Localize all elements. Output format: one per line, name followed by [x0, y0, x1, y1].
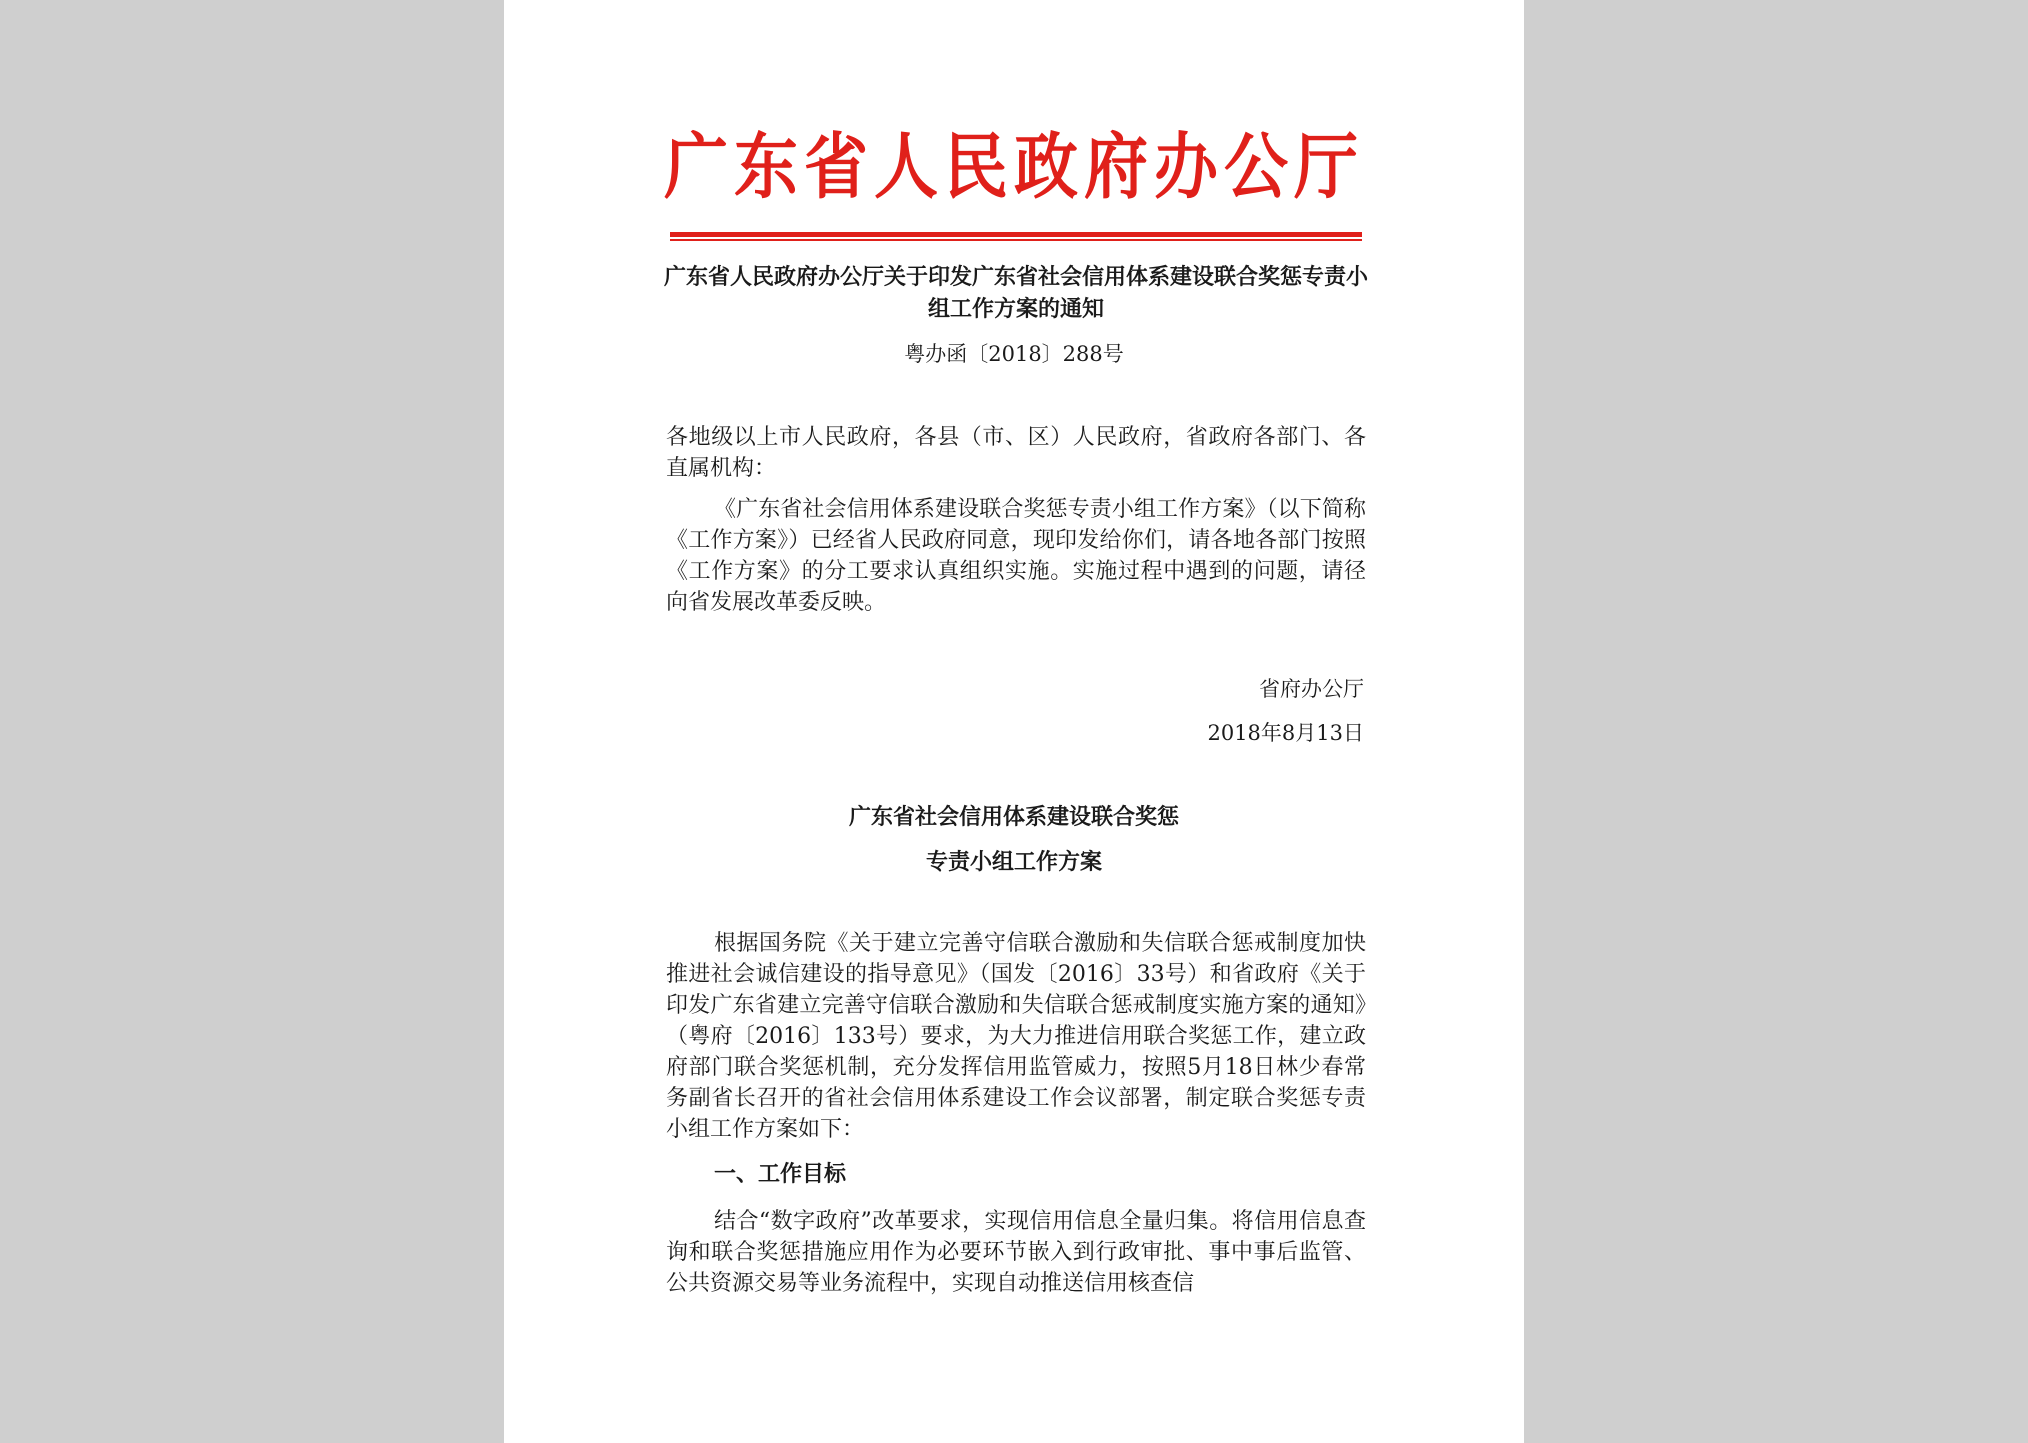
document-number: 粤办函〔2018〕288号 [904, 342, 1124, 366]
red-rule-thin [670, 239, 1362, 241]
addressee-text: 各地级以上市人民政府，各县（市、区）人民政府，省政府各部门、各直属机构： [666, 425, 1366, 481]
notice-body [666, 494, 1366, 618]
plan-intro-text: 根据国务院《关于建立完善守信联合激励和失信联合惩戒制度加快推进社会诚信建设的指导意见》（国发〔2016〕33号）和省政府《关于印发广东省建立完善守信联合激励和失信联合惩戒制度实施方案的通知》（粤府〔2016〕133号）要求，为大力推进信用联合奖惩工作，建立政府部门联合奖惩机制，充分发挥信用监管威力，按照5月18日林少春常务副省长召开的省社会信用体系建设工作会议部署，制定联合奖惩专责小组工作方案如下： [666, 931, 1366, 1142]
plan-title-line-1: 广东省社会信用体系建设联合奖惩 [848, 805, 1179, 830]
plan-intro [666, 928, 1366, 1145]
section-goals-text: 结合“数字政府”改革要求，实现信用信息全量归集。将信用信息查询和联合奖惩措施应用作为必要环节嵌入到行政审批、事中事后监管、公共资源交易等业务流程中，实现自动推送信用核查信 [666, 1209, 1366, 1296]
masthead-title: 广东省人民政府办公厅 [664, 126, 1364, 210]
sign-date: 2018年8月13日 [1207, 721, 1364, 745]
section-goals-body [666, 1206, 1366, 1299]
plan-title-line-2: 专责小组工作方案 [925, 850, 1102, 875]
notice-title: 广东省人民政府办公厅关于印发广东省社会信用体系建设联合奖惩专责小组工作方案的通知 [664, 265, 1369, 322]
notice-body-text: 《广东省社会信用体系建设联合奖惩专责小组工作方案》（以下简称《工作方案》）已经省人民政府同意，现印发给你们，请各地各部门按照《工作方案》的分工要求认真组织实施。实施过程中遇到的问题，请径向省发展改革委反映。 [666, 497, 1366, 615]
signer: 省府办公厅 [1259, 677, 1364, 701]
document-page [504, 0, 1524, 1443]
red-rule [670, 232, 1362, 237]
section-heading-goals: 一、工作目标 [714, 1162, 847, 1187]
addressee [666, 422, 1366, 484]
